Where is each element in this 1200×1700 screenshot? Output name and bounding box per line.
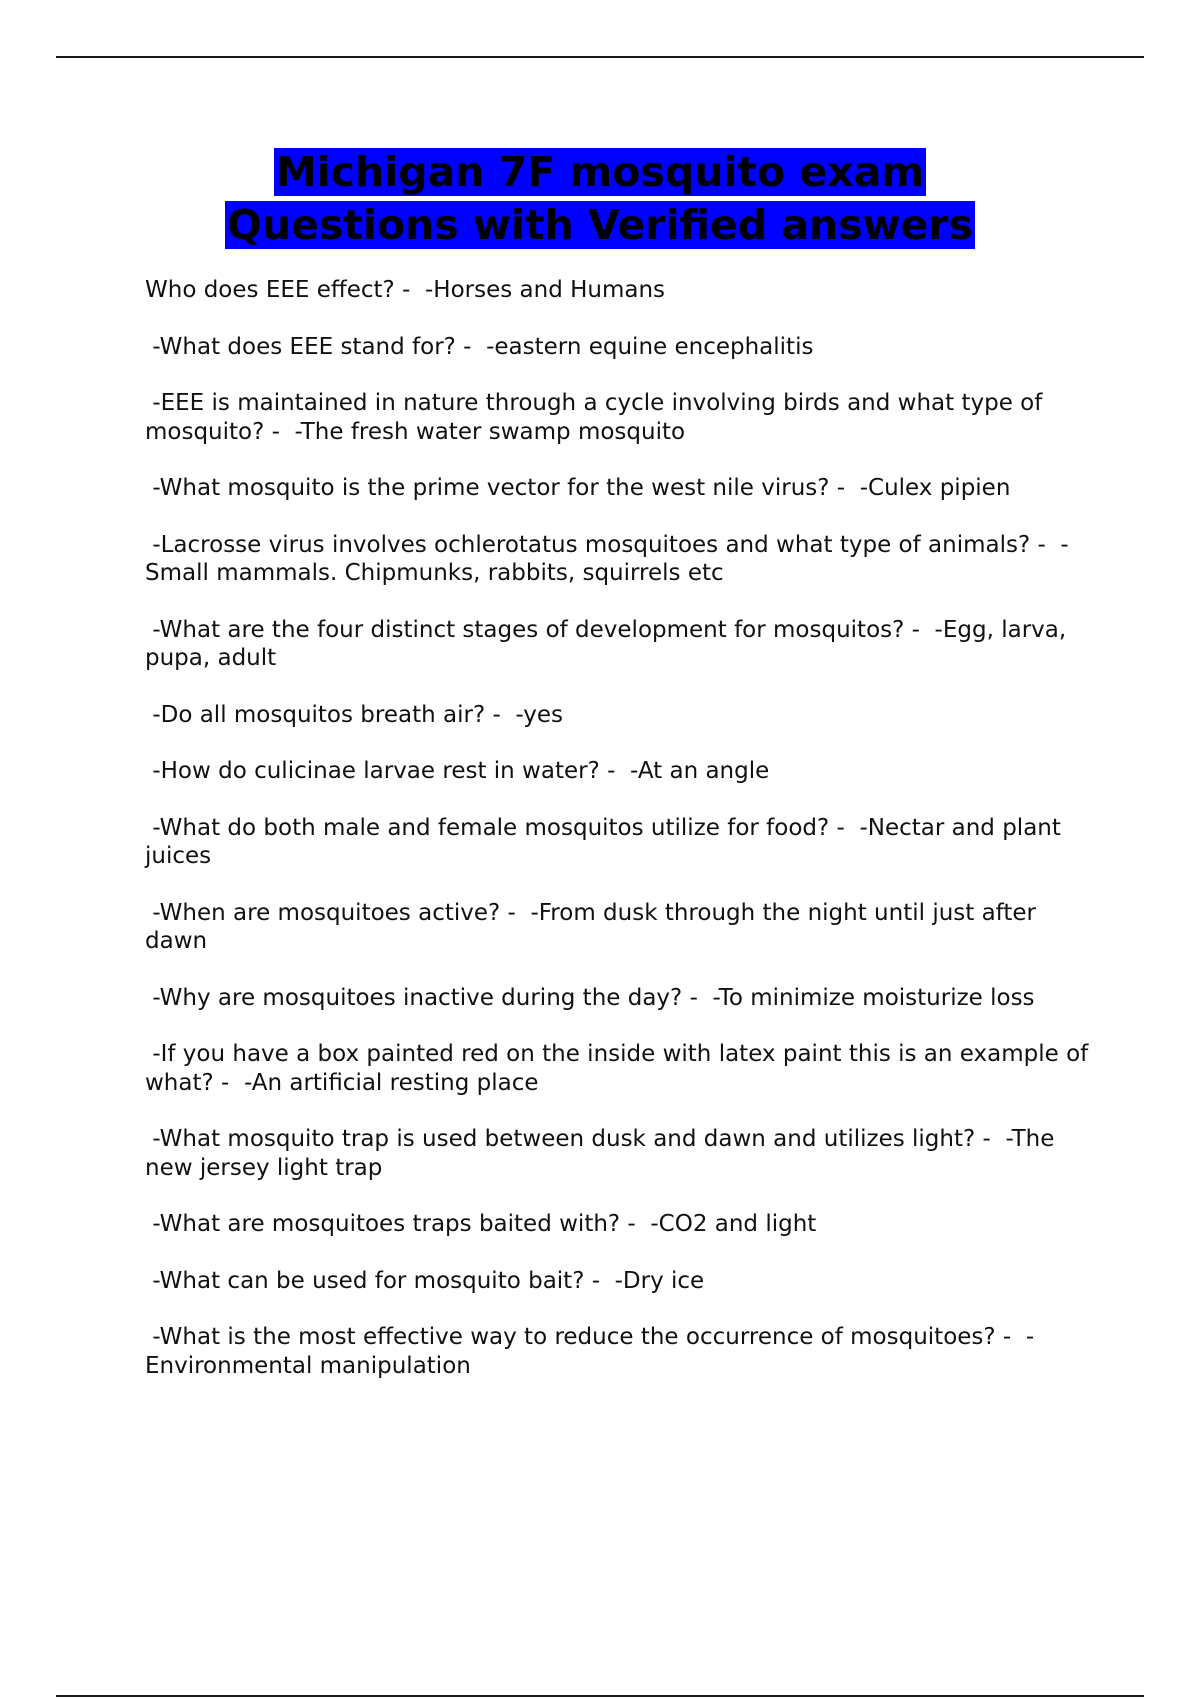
qa-item: -What are mosquitoes traps baited with? - -CO2 and light bbox=[145, 1211, 817, 1237]
qa-item: -When are mosquitoes active? - -From dusk through the night until just after dawn bbox=[145, 899, 1044, 954]
qa-item: -What are the four distinct stages of development for mosquitos? - -Egg, larva, pupa, adult bbox=[145, 616, 1074, 671]
document-title bbox=[0, 146, 1200, 252]
title-line-1 bbox=[0, 146, 1200, 199]
qa-item: -What does EEE stand for? - -eastern equine encephalitis bbox=[145, 333, 814, 360]
qa-item: -EEE is maintained in nature through a cycle involving birds and what type of mosquito? - -The fresh water swamp mosquito bbox=[145, 390, 1050, 445]
qa-item: -What mosquito trap is used between dusk and dawn and utilizes light? - -The new jersey light trap bbox=[145, 1126, 1062, 1181]
qa-item: Who does EEE effect? - -Horses and Humans bbox=[145, 277, 666, 303]
qa-item: -If you have a box painted red on the inside with latex paint this is an example of what? - -An artificial resting place bbox=[145, 1041, 1096, 1096]
title-line-1-text: Michigan 7F mosquito exam bbox=[275, 148, 925, 196]
qa-item: -What is the most effective way to reduce the occurrence of mosquitoes? - -Environmental manipulation bbox=[145, 1324, 1035, 1379]
qa-item: -Why are mosquitoes inactive during the day? - -To minimize moisturize loss bbox=[145, 984, 1035, 1011]
title-line-2 bbox=[0, 199, 1200, 252]
top-rule bbox=[56, 56, 1144, 58]
qa-item: -Lacrosse virus involves ochlerotatus mosquitoes and what type of animals? - -Small mammals. Chipmunks, rabbits, squirrels etc bbox=[145, 531, 1069, 586]
qa-item: -What can be used for mosquito bait? - -Dry ice bbox=[145, 1267, 705, 1294]
title-line-2-text: Questions with Verified answers bbox=[227, 201, 973, 249]
qa-list bbox=[145, 276, 1095, 1408]
bottom-rule bbox=[56, 1695, 1144, 1697]
qa-item: -How do culicinae larvae rest in water? - -At an angle bbox=[145, 758, 770, 784]
qa-item: -Do all mosquitos breath air? - -yes bbox=[145, 701, 564, 728]
qa-item: -What mosquito is the prime vector for the west nile virus? - -Culex pipien bbox=[145, 475, 1011, 501]
qa-item: -What do both male and female mosquitos utilize for food? - -Nectar and plant juices bbox=[145, 814, 1069, 869]
